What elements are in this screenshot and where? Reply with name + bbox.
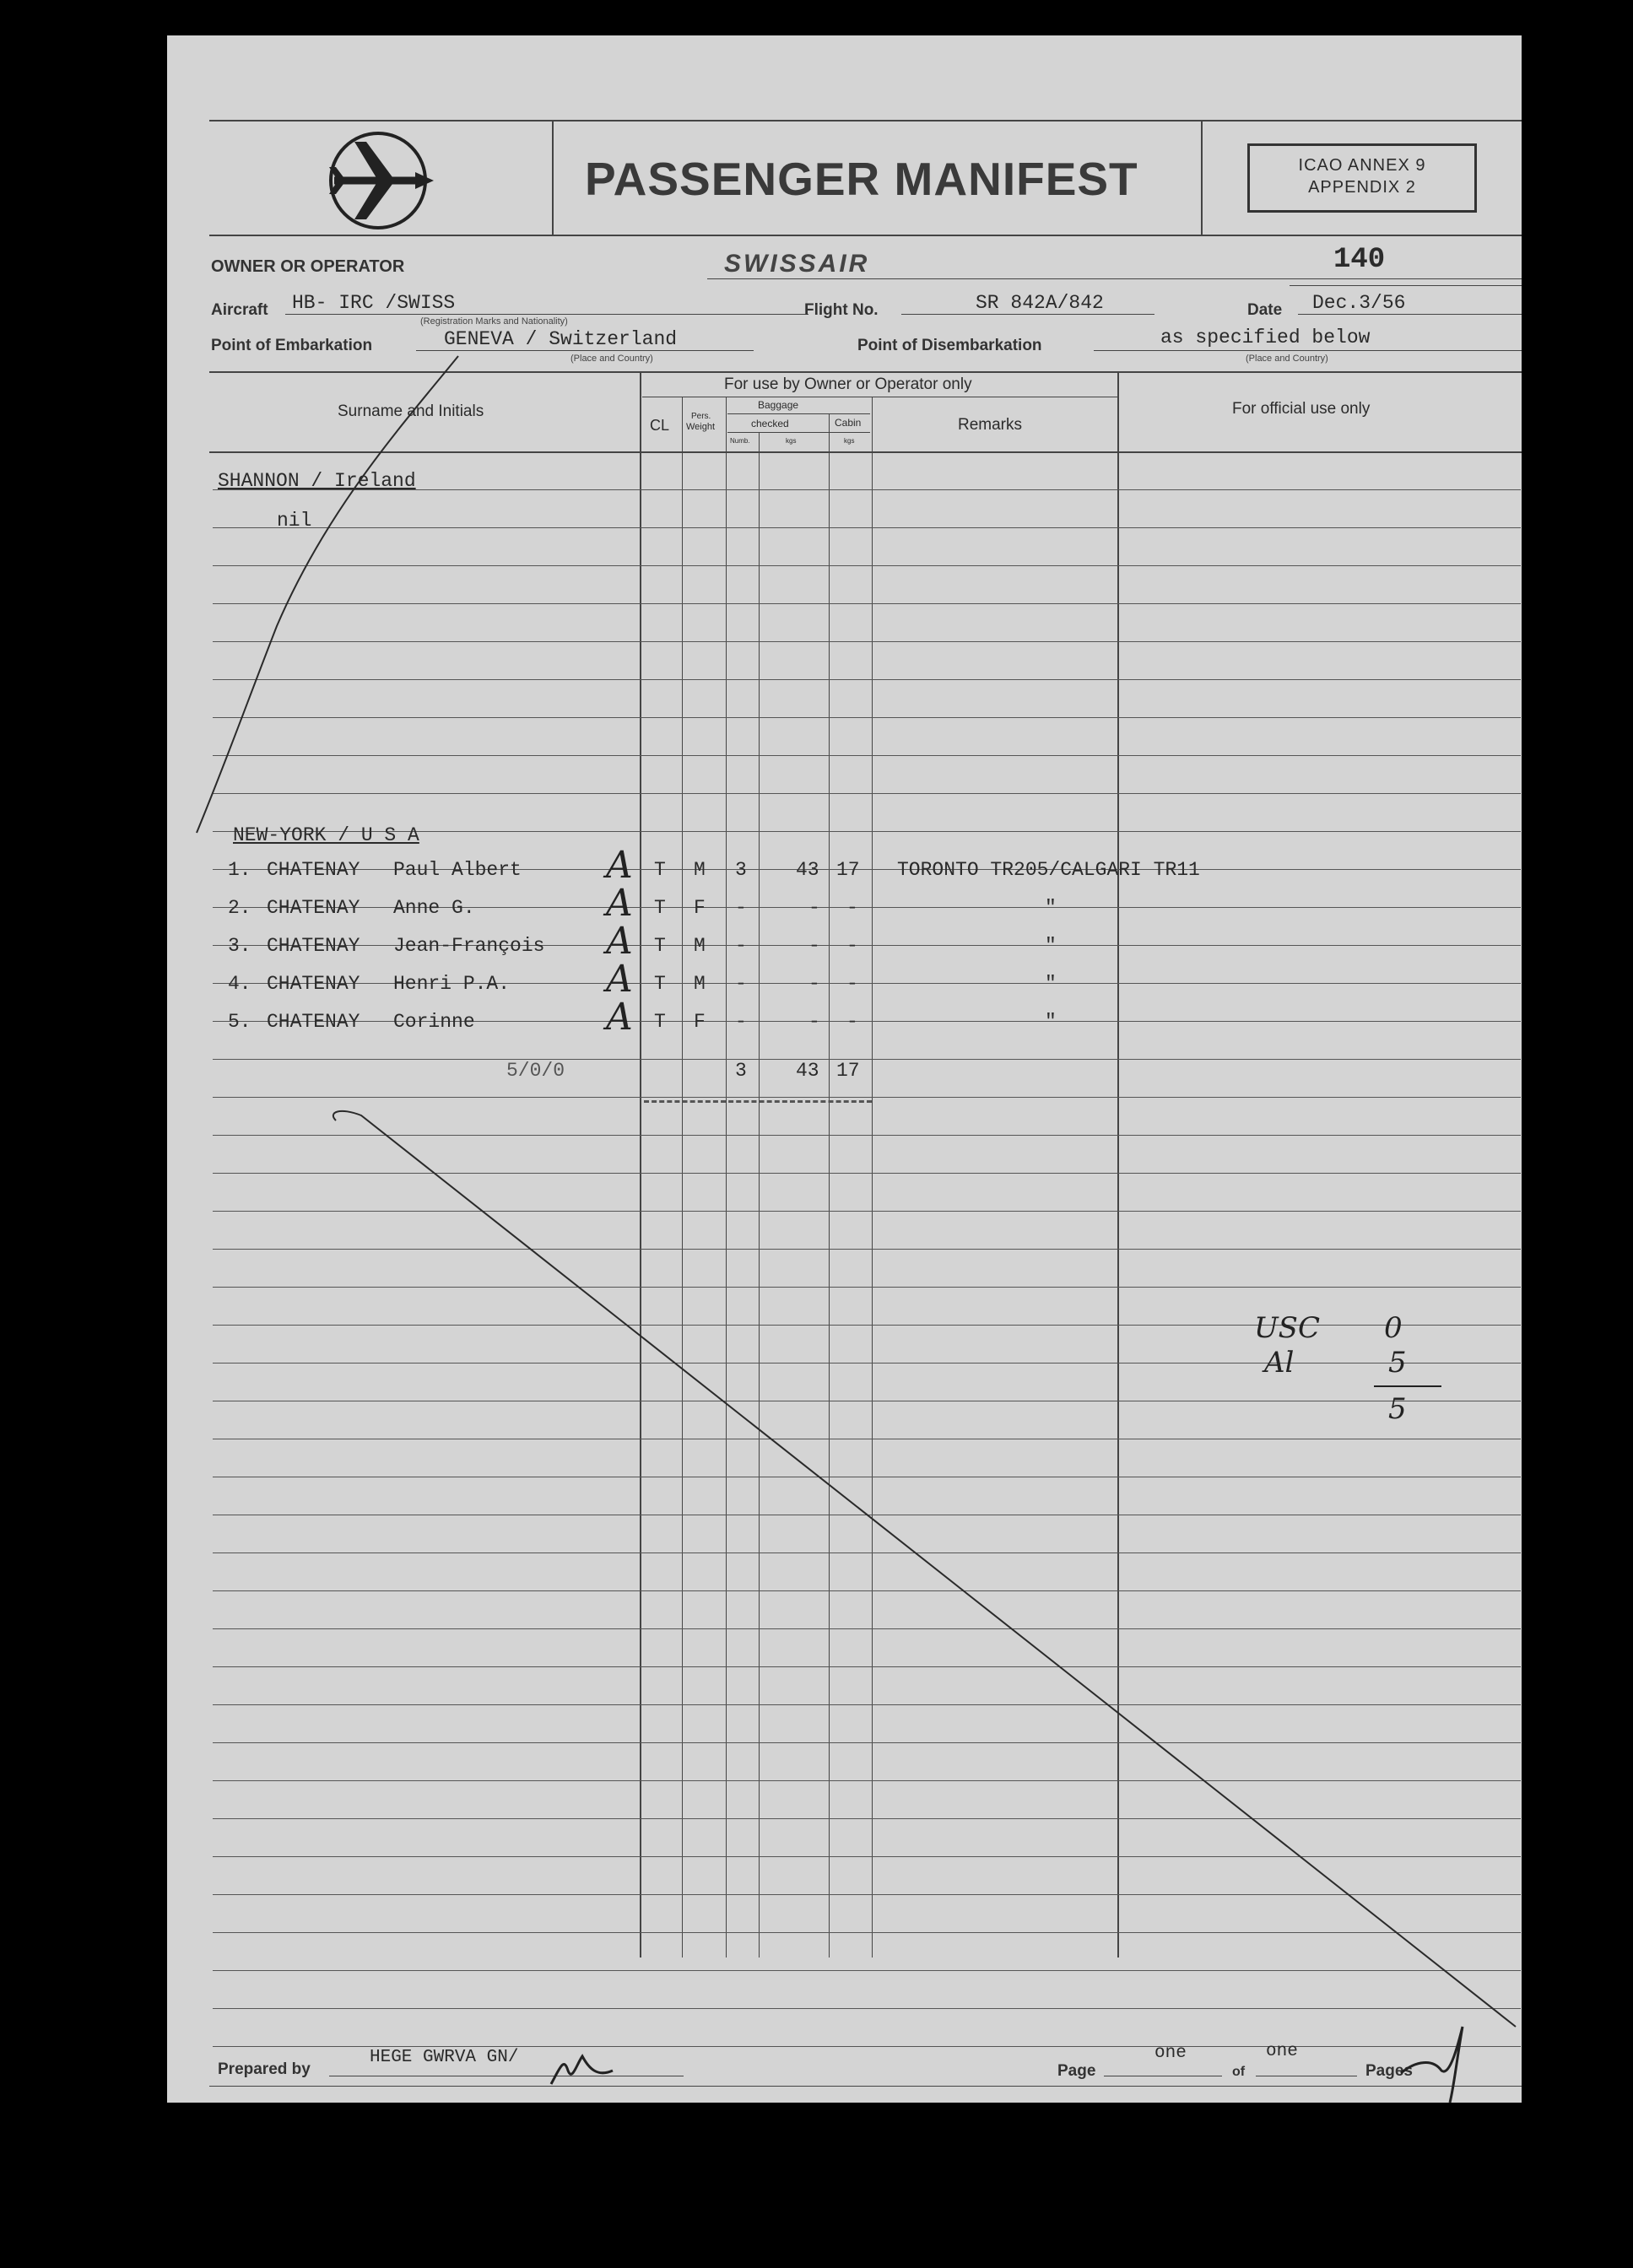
totals-cabin: 17 <box>836 1060 860 1082</box>
manifest-sheet <box>167 35 1522 2103</box>
passenger-cabin: - <box>846 935 858 957</box>
passenger-cabin: - <box>846 973 858 995</box>
passenger-kgs: - <box>808 1011 820 1033</box>
passenger-surname: CHATENAY <box>267 859 360 881</box>
totals-count: 5/0/0 <box>506 1060 565 1082</box>
passenger-numb: - <box>735 973 747 995</box>
passenger-remarks: " <box>1045 1011 1057 1033</box>
passenger-remarks: " <box>1045 897 1057 919</box>
disembarkation-value: as specified below <box>1160 327 1371 348</box>
passenger-numb: - <box>735 897 747 919</box>
passenger-mark: A <box>606 996 633 1039</box>
passenger-numb: 3 <box>735 859 747 881</box>
col-owner-use: For use by Owner or Operator only <box>724 375 972 393</box>
prepared-label: Prepared by <box>218 2060 311 2078</box>
section-nil: nil <box>277 510 312 532</box>
passenger-num: 1. <box>228 859 251 881</box>
passenger-given: Paul Albert <box>393 859 522 881</box>
aircraft-label: Aircraft <box>211 301 268 319</box>
passenger-kgs: 43 <box>796 859 819 881</box>
passenger-given: Jean-François <box>393 935 545 957</box>
cancel-stroke-top <box>197 356 458 833</box>
section-newyork: NEW-YORK / U S A <box>233 824 419 846</box>
section-shannon: SHANNON / Ireland <box>218 470 416 492</box>
of-value: one <box>1266 2042 1298 2061</box>
passenger-cl: T <box>654 973 666 995</box>
col-pers-1: Pers. <box>691 412 711 421</box>
passenger-remarks: TORONTO TR205/CALGARI TR11 <box>897 859 1200 881</box>
passenger-kgs: - <box>808 935 820 957</box>
embarkation-label: Point of Embarkation <box>211 337 373 354</box>
passenger-num: 3. <box>228 935 251 957</box>
passenger-given: Anne G. <box>393 897 475 919</box>
official-usc-label: USC <box>1254 1311 1320 1345</box>
official-total: 5 <box>1388 1392 1407 1426</box>
passenger-num: 5. <box>228 1011 251 1033</box>
flight-label: Flight No. <box>804 301 879 319</box>
passenger-num: 2. <box>228 897 251 919</box>
col-surname: Surname and Initials <box>338 402 484 420</box>
passenger-numb: - <box>735 935 747 957</box>
page-label: Page <box>1057 2062 1096 2080</box>
passenger-surname: CHATENAY <box>267 973 360 995</box>
col-cabin: Cabin <box>835 417 862 429</box>
passenger-cabin: - <box>846 897 858 919</box>
passenger-surname: CHATENAY <box>267 1011 360 1033</box>
icao-line1: ICAO ANNEX 9 <box>1298 156 1426 175</box>
pages-label: Pages <box>1365 2062 1413 2080</box>
disembarkation-label: Point of Disembarkation <box>857 337 1042 354</box>
col-cl: CL <box>650 417 670 434</box>
official-usc-value: 0 <box>1384 1311 1403 1345</box>
passenger-cl: T <box>654 1011 666 1033</box>
passenger-cl: T <box>654 897 666 919</box>
cancel-stroke-diagonal <box>333 1111 1516 2027</box>
passenger-given: Corinne <box>393 1011 475 1033</box>
passenger-sex: F <box>694 897 706 919</box>
prepared-initials <box>551 2056 613 2084</box>
passenger-numb: - <box>735 1011 747 1033</box>
sheet-number: 140 <box>1333 244 1386 276</box>
passenger-cabin: 17 <box>836 859 860 881</box>
totals-kgs: 43 <box>796 1060 819 1082</box>
passenger-cabin: - <box>846 1011 858 1033</box>
pages-scribble <box>1401 2027 1463 2103</box>
passenger-remarks: " <box>1045 973 1057 995</box>
passenger-num: 4. <box>228 973 251 995</box>
col-official: For official use only <box>1232 400 1371 418</box>
embarkation-value: GENEVA / Switzerland <box>444 328 678 350</box>
col-baggage: Baggage <box>758 399 799 411</box>
passenger-mark: A <box>606 920 633 963</box>
page-value: one <box>1154 2044 1187 2063</box>
owner-label: OWNER OR OPERATOR <box>211 257 405 276</box>
col-kgs1: kgs <box>786 437 797 445</box>
aircraft-value: HB- IRC /SWISS <box>292 292 456 314</box>
operator-name: SWISSAIR <box>724 250 870 278</box>
totals-numb: 3 <box>735 1060 747 1082</box>
col-pers-2: Weight <box>686 422 716 432</box>
disembarkation-hint: (Place and Country) <box>1246 354 1328 364</box>
icao-line2: APPENDIX 2 <box>1308 178 1416 197</box>
embarkation-hint: (Place and Country) <box>570 354 653 364</box>
passenger-mark: A <box>606 882 633 925</box>
col-numb: Numb. <box>730 437 750 445</box>
prepared-value: HEGE GWRVA GN/ <box>370 2048 519 2067</box>
passenger-mark: A <box>606 958 633 1001</box>
passenger-sex: M <box>694 973 706 995</box>
passenger-sex: F <box>694 1011 706 1033</box>
passenger-kgs: - <box>808 973 820 995</box>
passenger-surname: CHATENAY <box>267 897 360 919</box>
passenger-cl: T <box>654 859 666 881</box>
page-title: PASSENGER MANIFEST <box>585 153 1138 205</box>
col-remarks: Remarks <box>958 416 1023 434</box>
passenger-sex: M <box>694 935 706 957</box>
date-value: Dec.3/56 <box>1312 292 1406 314</box>
passenger-kgs: - <box>808 897 820 919</box>
passenger-sex: M <box>694 859 706 881</box>
passenger-surname: CHATENAY <box>267 935 360 957</box>
registration-hint: (Registration Marks and Nationality) <box>420 316 568 327</box>
pen-strokes <box>167 35 1522 2103</box>
passenger-mark: A <box>606 844 633 887</box>
date-label: Date <box>1247 301 1283 319</box>
of-label: of <box>1232 2065 1246 2079</box>
passenger-given: Henri P.A. <box>393 973 511 995</box>
flight-value: SR 842A/842 <box>976 292 1104 314</box>
passenger-remarks: " <box>1045 935 1057 957</box>
col-kgs2: kgs <box>844 437 855 445</box>
col-checked: checked <box>751 418 789 429</box>
passenger-cl: T <box>654 935 666 957</box>
official-al-label: Al <box>1264 1346 1295 1380</box>
official-al-value: 5 <box>1388 1346 1407 1380</box>
